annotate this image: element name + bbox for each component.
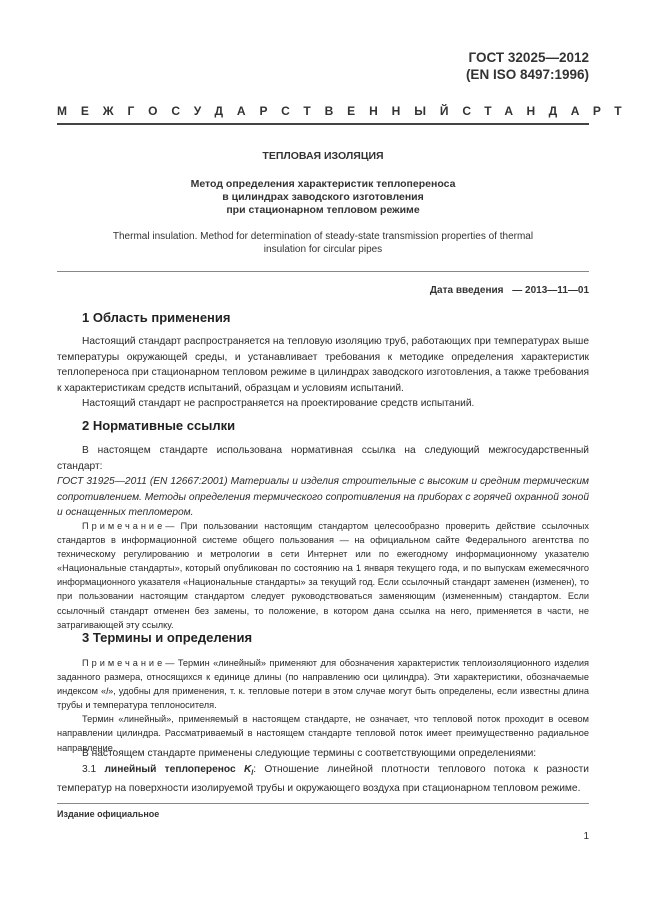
note-text: — При пользовании настоящим стандартом целесообразно проверить действие ссылочных стандартов в информационной системе общего пользования — на официальном сайте Федерального агентства по техническому регулированию и метрологии в сети Интернет или по ежегодному информационному указателю «Национальные стандарты», который опубликован по состоянию на 1 января текущего года, и по выпускам ежемесячного информационного указателя «Национальные стандарты» за текущий год. Если ссылочный стандарт заменен (изменен), то при пользовании настоящим стандартом следует руководствоваться заменяющим (измененным) стандартом. Если ссылочный стандарт отменен без замены, то положение, в котором дана ссылка на него, применяется в части, не затрагивающей эту ссылку. [57, 521, 589, 630]
section-heading: 1 Область применения [82, 310, 231, 325]
standard-number-block [466, 49, 589, 83]
normative-reference: ГОСТ 31925—2011 (EN 12667:2001) Материалы и изделия строительные с высоким и средним термическим сопротивлением. Методы определения термического сопротивления на приборах с горячей охранной зоной и оснащенных тепломером. [57, 476, 589, 518]
note-block [57, 656, 589, 755]
term-definition-text: Отношение линейной плотности теплового потока к разности температур на поверхности изолируемой трубы и окружающего воздуха при стационарном тепловом режиме. [57, 763, 589, 795]
section-body [57, 746, 589, 797]
note-block [57, 519, 589, 632]
iso-number: (EN ISO 8497:1996) [465, 67, 589, 82]
section-heading: 2 Нормативные ссылки [82, 418, 236, 433]
note-paragraph [57, 656, 589, 712]
section-body [57, 334, 589, 412]
intro-date-value: — 2013—11—01 [512, 285, 589, 296]
term-symbol-sub: l [251, 769, 254, 777]
term-symbol: K [243, 763, 252, 775]
edition-label: Издание официальное [57, 809, 160, 819]
index-symbol: l [106, 686, 109, 697]
page-number: 1 [583, 831, 589, 842]
footer-rule [57, 803, 589, 804]
term-name [104, 764, 253, 775]
standard-type-right [462, 104, 636, 118]
document-subtitle [57, 178, 589, 217]
paragraph: Настоящий стандарт не распространяется на проектирование средств испытаний. [82, 398, 475, 409]
standard-type-right-text: СТАНДАРТ [462, 104, 636, 118]
standard-type-left-text: МЕЖГОСУДАРСТВЕННЫЙ [57, 104, 463, 118]
gost-number: ГОСТ 32025—2012 [468, 50, 589, 65]
term-name-text: линейный теплоперенос [104, 763, 236, 775]
subtitle-line: в цилиндрах заводского изготовления [222, 191, 424, 203]
title-rule [57, 271, 589, 272]
subtitle-line: при стационарном тепловом режиме [226, 204, 420, 216]
document-title: ТЕПЛОВАЯ ИЗОЛЯЦИЯ [262, 150, 384, 162]
english-title [57, 230, 589, 256]
paragraph: В настоящем стандарте применены следующие термины с соответствующими определениями: [82, 748, 537, 759]
note-paragraph [57, 519, 589, 632]
term-definition [57, 762, 589, 797]
note-label: Примечание [82, 658, 166, 668]
english-title-line: insulation for circular pipes [263, 244, 383, 255]
subtitle-line: Метод определения характеристик теплопереноса [190, 178, 456, 190]
introduction-date [430, 285, 589, 296]
note-text: », удобны для применения, т. к. тепловые потери в этом случае могут быть определены, если известны длина трубы и температура теплоносителя. [57, 686, 589, 711]
section-heading: 3 Термины и определения [82, 630, 253, 645]
standard-type-left [57, 104, 462, 118]
note-paragraph: Термин «линейный», применяемый в настоящем стандарте, не означает, что тепловой поток проходит в осевом направлении цилиндра. Рассматриваемый в настоящем стандарте тепловой поток имеет преимущественно радиальное направление. [57, 714, 589, 753]
term-number: 3.1 [82, 763, 97, 775]
paragraph: Настоящий стандарт распространяется на тепловую изоляцию труб, работающих при температурах выше температуры окружающей среды, и устанавливает требования к методике определения характеристик теплопереноса при стационарном тепловом режиме в цилиндрах заводского изготовления, а также требования к характеристикам средств испытаний, образцам и условиям испытаний. [57, 336, 589, 394]
intro-date-label: Дата введения [429, 285, 504, 296]
paragraph: В настоящем стандарте использована нормативная ссылка на следующий межгосударственный стандарт: [57, 445, 589, 472]
note-text: — Термин «линейный» применяют для обозначения характеристик теплоизоляционного изделия заданного размера, относящихся к единице длины (по направлению оси цилиндра). Эти характеристики, обозначаемые индексом « [57, 658, 589, 697]
english-title-line: Thermal insulation. Method for determination of steady-state transmission properties of thermal [112, 231, 534, 242]
note-label: Примечание [82, 521, 166, 531]
term-colon: : [253, 763, 257, 775]
standard-type-title [57, 104, 636, 118]
section-body [57, 443, 589, 521]
header-rule [57, 123, 589, 125]
